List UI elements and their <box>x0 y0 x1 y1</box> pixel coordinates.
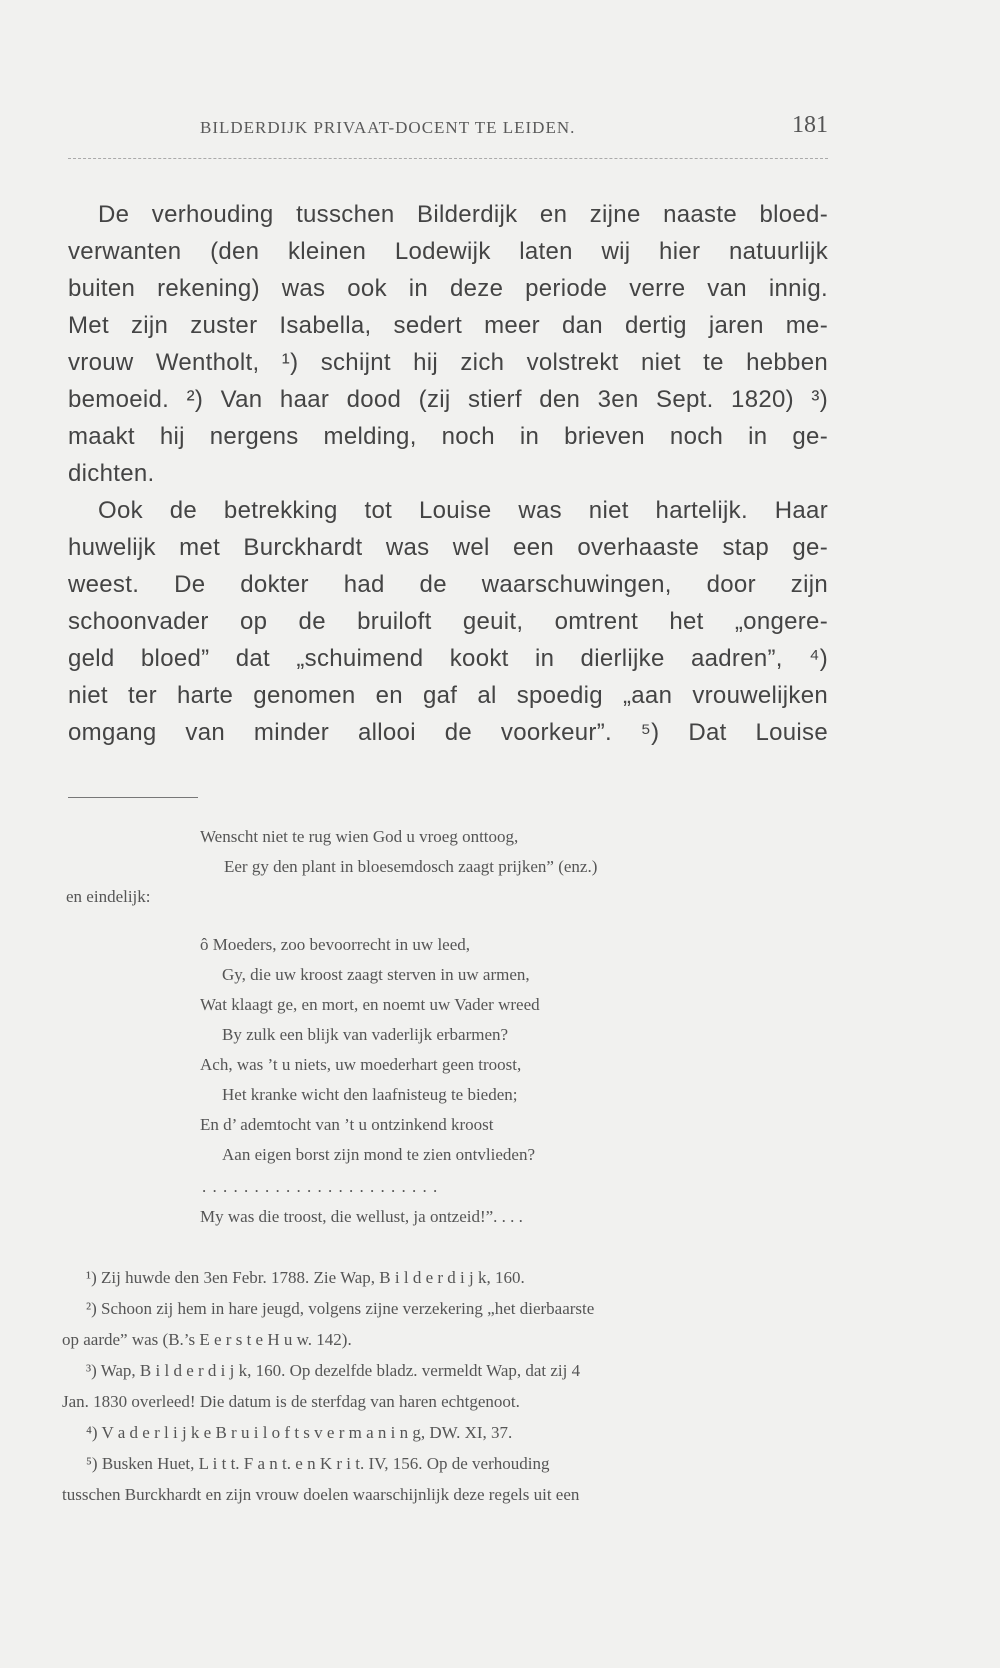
text-line: vrouw Wentholt, ¹) schijnt hij zich volstrekt niet te hebben <box>68 349 828 376</box>
running-header: BILDERDIJK PRIVAAT-DOCENT TE LEIDEN. <box>200 118 576 137</box>
poem-connector: en eindelijk: <box>66 887 151 906</box>
poem-line: Het kranke wicht den laafnisteug te bieden; <box>222 1085 518 1104</box>
text-line: bemoeid. ²) Van haar dood (zij stierf den 3en Sept. 1820) ³) <box>68 386 828 413</box>
text-line: weest. De dokter had de waarschuwingen, door zijn <box>68 571 828 598</box>
footnote-3: ³) Wap, B i l d e r d i j k, 160. Op dezelfde bladz. vermeldt Wap, dat zij 4 <box>86 1361 581 1380</box>
poem-line: Ach, was ’t u niets, uw moederhart geen troost, <box>200 1055 522 1074</box>
text-line: Met zijn zuster Isabella, sedert meer dan dertig jaren me- <box>68 312 828 339</box>
footnote-5-cont: tusschen Burckhardt en zijn vrouw doelen waarschijnlijk deze regels uit een <box>62 1485 580 1504</box>
poem-line: My was die troost, die wellust, ja ontzeid!”. . . . <box>200 1207 523 1226</box>
poem-line: By zulk een blijk van vaderlijk erbarmen? <box>222 1025 509 1044</box>
header-rule <box>68 158 828 159</box>
text-line: De verhouding tusschen Bilderdijk en zijne naaste bloed- <box>98 201 828 228</box>
footnote-3-cont: Jan. 1830 overleed! Die datum is de sterfdag van haren echtgenoot. <box>62 1392 520 1411</box>
text-line: verwanten (den kleinen Lodewijk laten wij hier natuurlijk <box>68 238 828 265</box>
text-line: dichten. <box>68 460 155 487</box>
text-line: schoonvader op de bruiloft geuit, omtrent het „ongere- <box>68 608 828 635</box>
poem-line: Wat klaagt ge, en mort, en noemt uw Vader wreed <box>200 995 540 1014</box>
text-line: buiten rekening) was ook in deze periode verre van innig. <box>68 275 828 302</box>
text-line: omgang van minder allooi de voorkeur”. ⁵) Dat Louise <box>68 719 828 746</box>
footnote-separator <box>68 797 198 798</box>
text-line: geld bloed” dat „schuimend kookt in dierlijke aadren”, ⁴) <box>68 645 828 672</box>
footnote-2-cont: op aarde” was (B.’s E e r s t e H u w. 142). <box>62 1330 352 1349</box>
poem-line: En d’ ademtocht van ’t u ontzinkend kroost <box>200 1115 494 1134</box>
poem-line: Aan eigen borst zijn mond te zien ontvlieden? <box>222 1145 535 1164</box>
poem-line: Eer gy den plant in bloesemdosch zaagt prijken” (enz.) <box>224 857 598 876</box>
main-text <box>68 196 828 751</box>
footnote-4: ⁴) V a d e r l i j k e B r u i l o f t s v e r m a n i n g, DW. XI, 37. <box>86 1423 513 1442</box>
footnotes <box>62 1262 832 1510</box>
footnote-5: ⁵) Busken Huet, L i t t. F a n t. e n K r i t. IV, 156. Op de verhouding <box>86 1454 550 1473</box>
footnote-2: ²) Schoon zij hem in hare jeugd, volgens zijne verzekering „het dierbaarste <box>86 1299 595 1318</box>
poem-line: ô Moeders, zoo bevoorrecht in uw leed, <box>200 935 471 954</box>
poem-line: Wenscht niet te rug wien God u vroeg onttoog, <box>200 827 519 846</box>
page-number: 181 <box>792 112 828 138</box>
poem-line: Gy, die uw kroost zaagt sterven in uw armen, <box>222 965 530 984</box>
footnote-1: ¹) Zij huwde den 3en Febr. 1788. Zie Wap, B i l d e r d i j k, 160. <box>86 1268 525 1287</box>
text-line: maakt hij nergens melding, noch in brieven noch in ge- <box>68 423 828 450</box>
poem-ellipsis: . . . . . . . . . . . . . . . . . . . . . . . <box>202 1177 439 1196</box>
text-line: Ook de betrekking tot Louise was niet hartelijk. Haar <box>98 497 828 524</box>
text-line: niet ter harte genomen en gaf al spoedig „aan vrouwelijken <box>68 682 828 709</box>
text-line: huwelijk met Burckhardt was wel een overhaaste stap ge- <box>68 534 828 561</box>
